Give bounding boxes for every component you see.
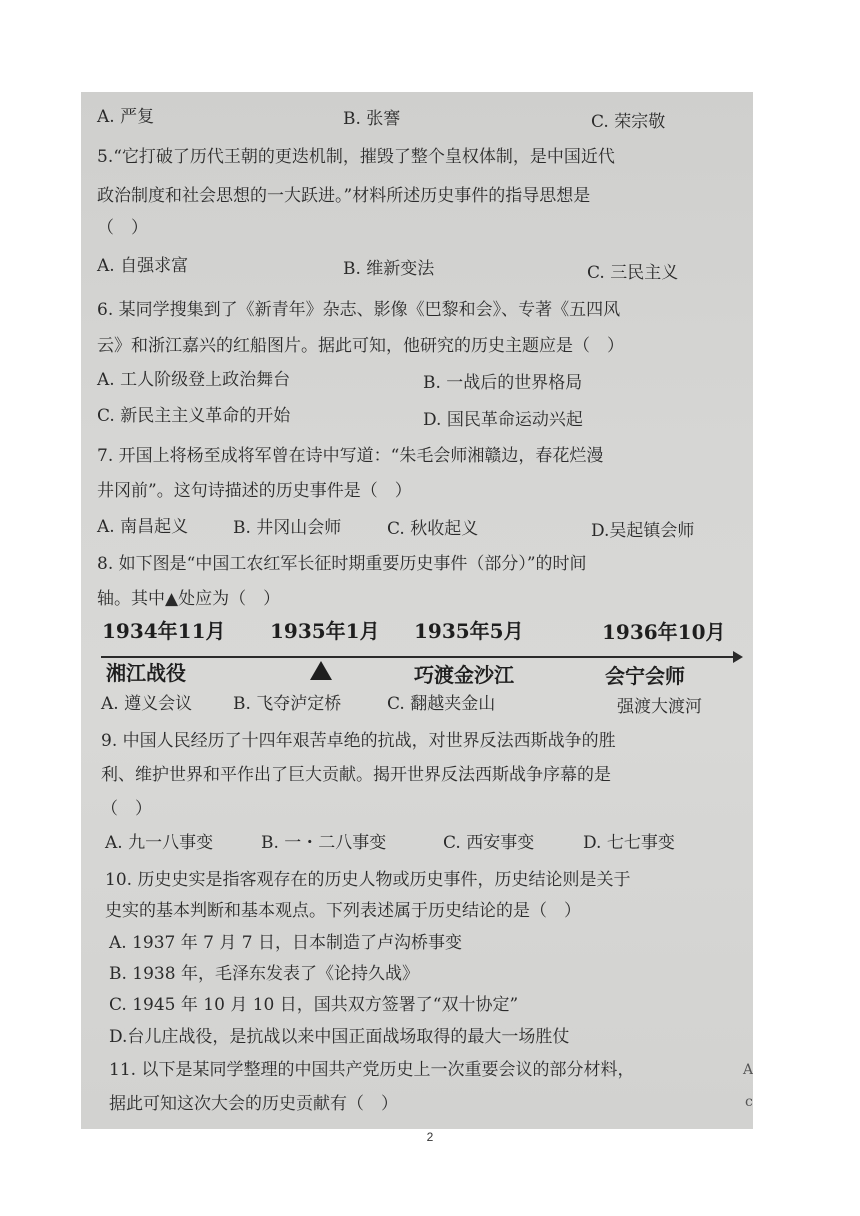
question-text: 10. 历史史实是指客观存在的历史人物或历史事件，历史结论则是关于 xyxy=(105,870,631,890)
option-text: C. 新民主主义革命的开始 xyxy=(97,406,291,426)
timeline-arrowhead xyxy=(733,651,743,663)
question-text: 5.“它打破了历代王朝的更迭机制，摧毁了整个皇权体制，是中国近代 xyxy=(97,147,615,167)
timeline-event: 会宁会师 xyxy=(605,664,685,688)
option-text: A. 严复 xyxy=(97,107,155,127)
option-text: C. 翻越夹金山 xyxy=(387,694,496,714)
timeline-event-marker xyxy=(310,661,332,680)
option-text: A. 南昌起义 xyxy=(97,517,189,537)
question-text: （ ） xyxy=(97,218,148,238)
option-text: C. 1945 年 10 月 10 日，国共双方签署了“双十协定” xyxy=(109,995,519,1015)
timeline-event: 巧渡金沙江 xyxy=(414,663,514,687)
question-text: 利、维护世界和平作出了巨大贡献。揭开世界反法西斯战争序幕的是 xyxy=(101,765,611,785)
page-number: 2 xyxy=(426,1130,434,1144)
option-text: B. 一・二八事变 xyxy=(261,833,387,853)
cropped-edge-text: c xyxy=(745,1094,753,1110)
option-text: C. 西安事变 xyxy=(443,833,535,853)
question-text: 井冈前”。这句诗描述的历史事件是（ ） xyxy=(97,481,412,501)
question-text: 9. 中国人民经历了十四年艰苦卓绝的抗战，对世界反法西斯战争的胜 xyxy=(101,731,616,751)
question-text: 7. 开国上将杨至成将军曾在诗中写道：“朱毛会师湘赣边，春花烂漫 xyxy=(97,446,604,466)
option-text: D.吴起镇会师 xyxy=(591,521,695,541)
question-text: 史实的基本判断和基本观点。下列表述属于历史结论的是（ ） xyxy=(105,901,581,921)
question-text: 政治制度和社会思想的一大跃进。”材料所述历史事件的指导思想是 xyxy=(97,186,591,206)
scanned-page-photo xyxy=(81,92,753,1129)
timeline-date: 1935年1月 xyxy=(270,619,380,643)
timeline-axis xyxy=(101,656,737,658)
option-text: B. 张謇 xyxy=(343,109,401,129)
option-text: C. 秋收起义 xyxy=(387,519,479,539)
question-text: 云》和浙江嘉兴的红船图片。据此可知，他研究的历史主题应是（ ） xyxy=(97,336,624,356)
cropped-edge-text: A xyxy=(743,1062,753,1078)
option-text: A. 自强求富 xyxy=(97,256,189,276)
option-text: C. 荣宗敬 xyxy=(591,112,666,132)
timeline-date: 1935年5月 xyxy=(414,619,524,643)
timeline-date: 1934年11月 xyxy=(102,619,226,643)
question-text: 11. 以下是某同学整理的中国共产党历史上一次重要会议的部分材料， xyxy=(109,1060,635,1080)
option-text: A. 工人阶级登上政治舞台 xyxy=(97,370,291,390)
option-text: B. 飞夺泸定桥 xyxy=(233,694,342,714)
option-text: A. 九一八事变 xyxy=(105,833,214,853)
option-text: A. 遵义会议 xyxy=(101,694,193,714)
question-text: （ ） xyxy=(101,799,152,819)
option-text: B. 井冈山会师 xyxy=(233,518,342,538)
option-text: B. 维新变法 xyxy=(343,259,435,279)
option-text: B. 1938 年，毛泽东发表了《论持久战》 xyxy=(109,964,419,984)
option-text: C. 三民主义 xyxy=(587,263,679,283)
question-text: 8. 如下图是“中国工农红军长征时期重要历史事件（部分）”的时间 xyxy=(97,554,587,574)
question-text: 据此可知这次大会的历史贡献有（ ） xyxy=(109,1094,398,1114)
timeline-date: 1936年10月 xyxy=(602,620,726,644)
option-text: D. 七七事变 xyxy=(583,833,675,853)
option-text: A. 1937 年 7 月 7 日，日本制造了卢沟桥事变 xyxy=(109,933,462,953)
option-text: D. 国民革命运动兴起 xyxy=(423,410,583,430)
option-text: B. 一战后的世界格局 xyxy=(423,373,583,393)
option-text: 强渡大渡河 xyxy=(617,697,702,717)
question-text: 轴。其中▲处应为（ ） xyxy=(97,589,281,609)
option-text: D.台儿庄战役，是抗战以来中国正面战场取得的最大一场胜仗 xyxy=(109,1027,570,1047)
timeline-event: 湘江战役 xyxy=(106,661,186,685)
question-text: 6. 某同学搜集到了《新青年》杂志、影像《巴黎和会》、专著《五四风 xyxy=(97,300,621,320)
